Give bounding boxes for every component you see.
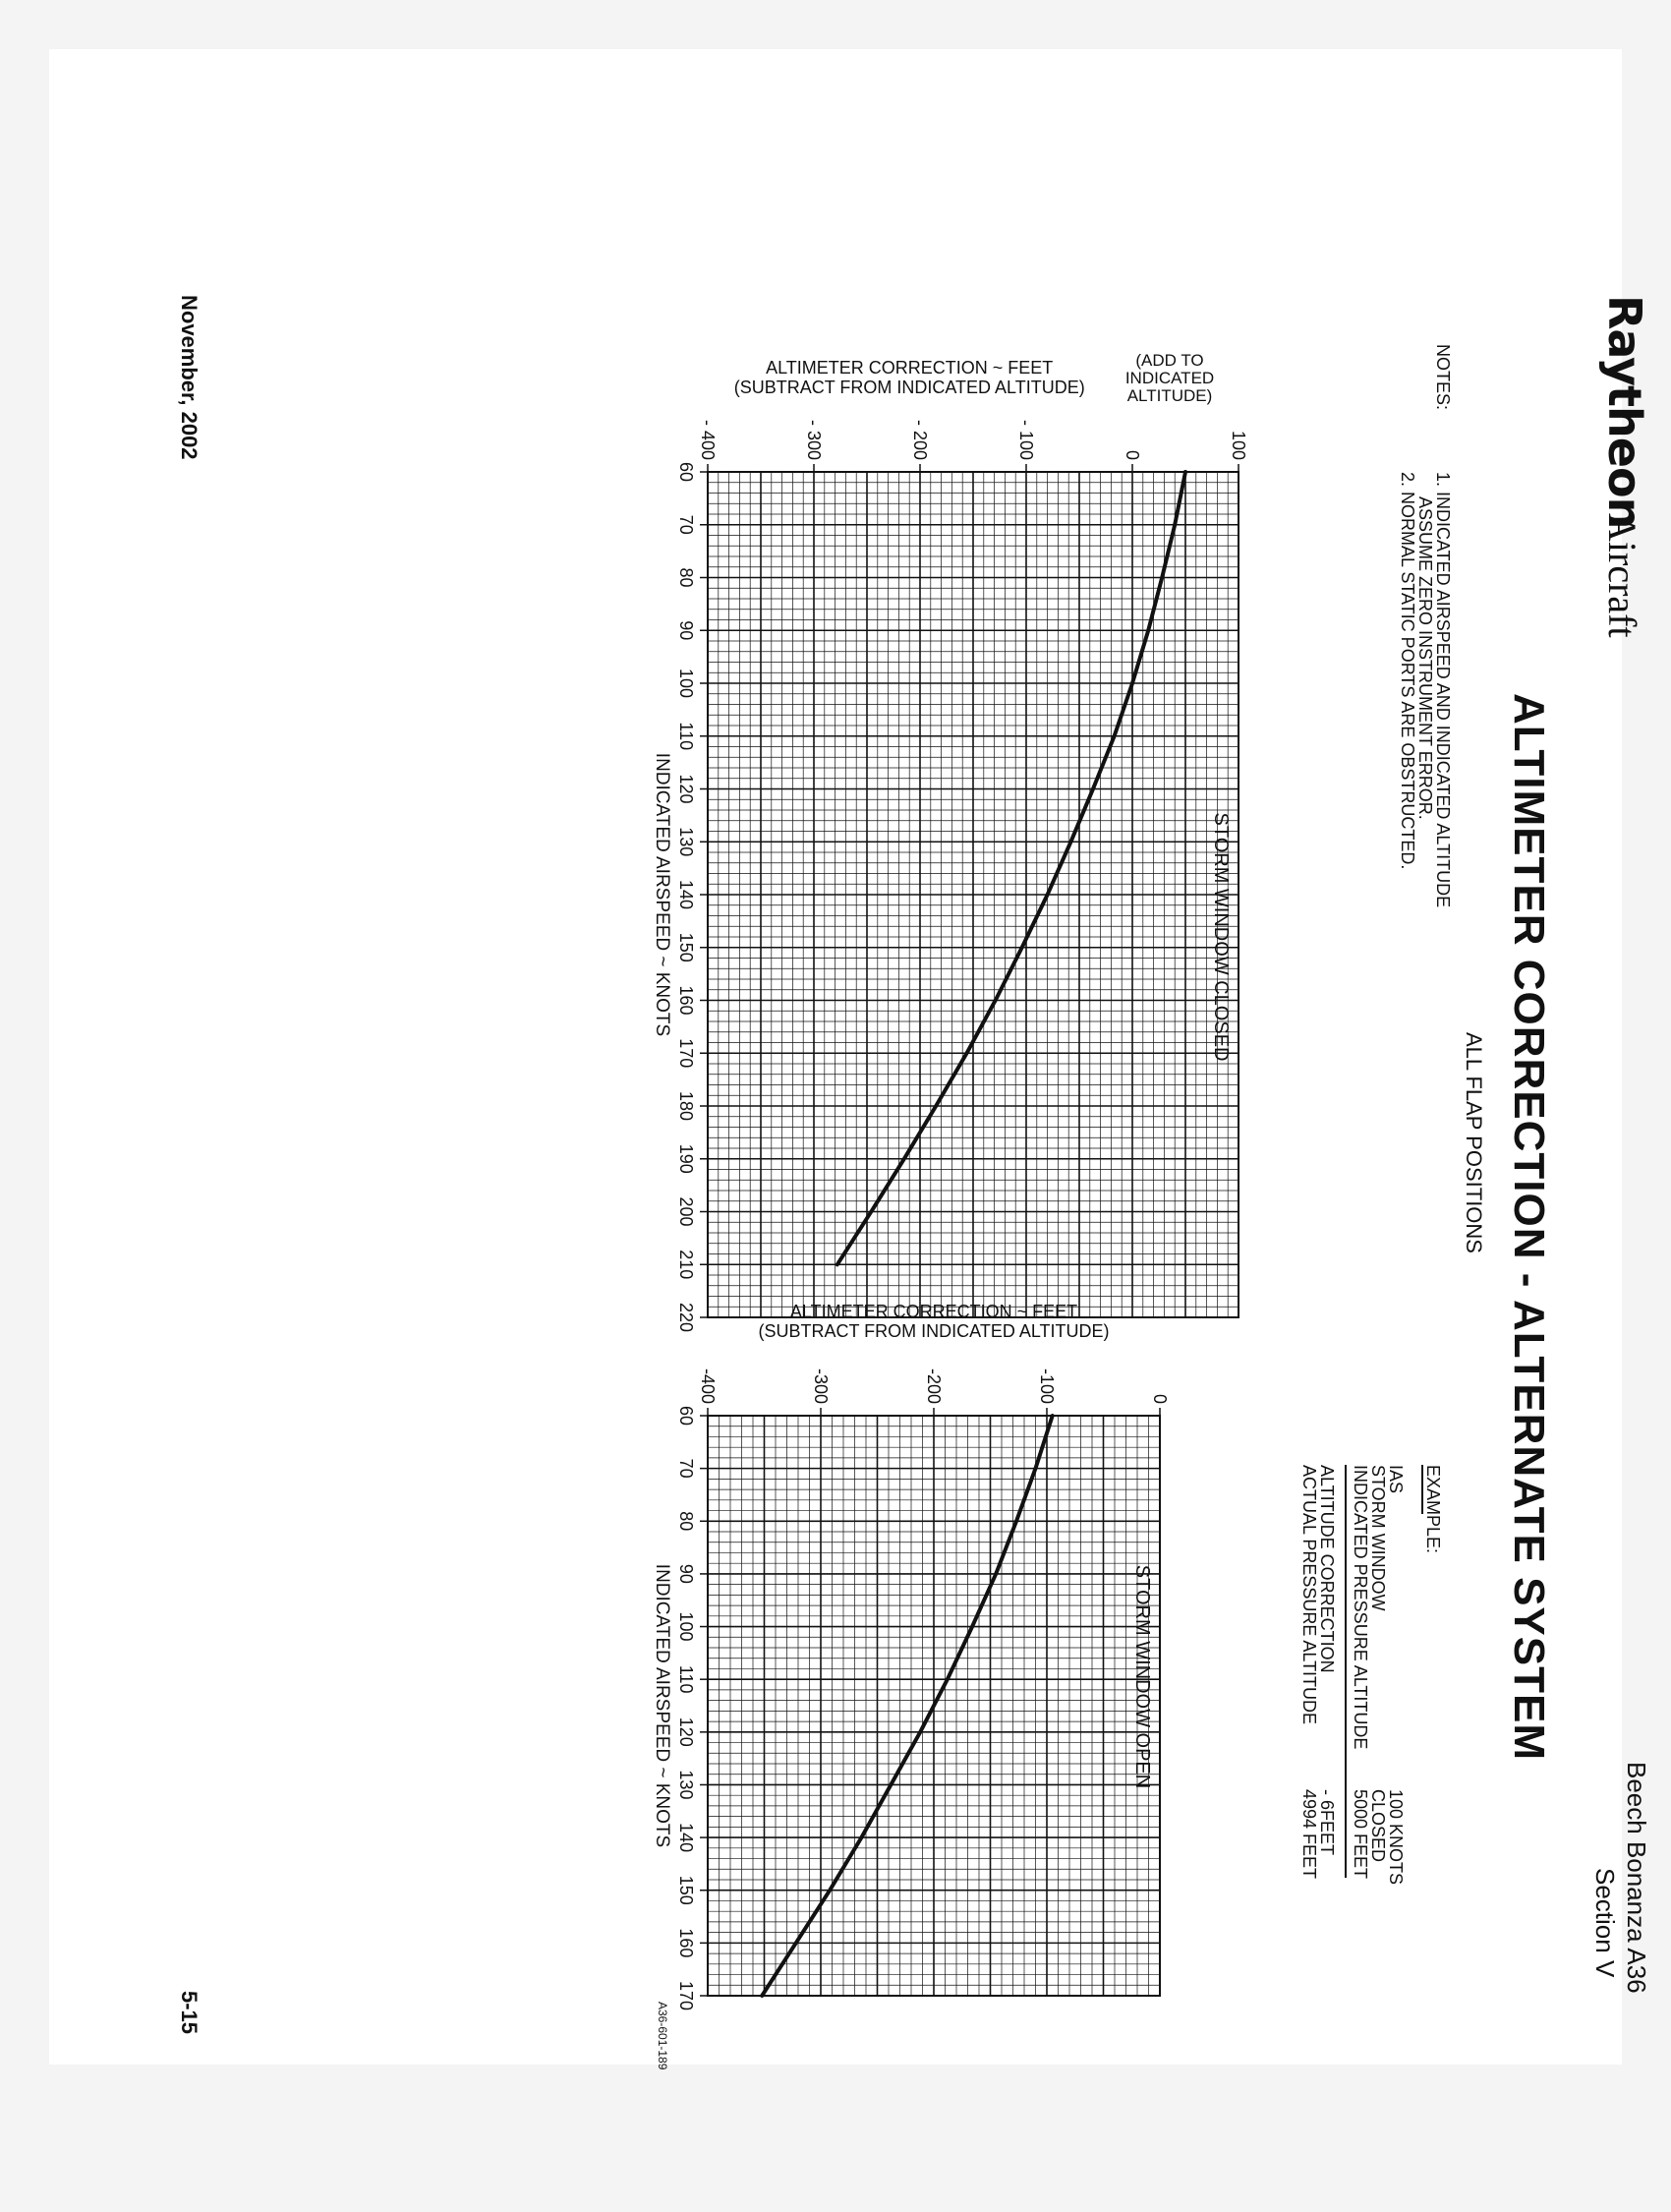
example-heading: EXAMPLE: — [1423, 1465, 1443, 1554]
chart1-y-axis-add-label-group — [1125, 351, 1214, 405]
chart1-x-tick-label: 150 — [676, 932, 696, 962]
charts-svg — [49, 49, 1671, 2212]
chart2-x-tick-label: 160 — [676, 1928, 696, 1958]
section-label: Section V — [1590, 1868, 1620, 1978]
brand-aircraft: Aircraft — [1600, 513, 1644, 638]
chart1-x-tick-label: 60 — [676, 461, 696, 483]
notes-heading: NOTES: — [1433, 344, 1453, 411]
chart2-y-tick-label: -100 — [1037, 1368, 1057, 1404]
chart1-x-tick-label: 210 — [676, 1250, 696, 1280]
chart1-x-tick-label: 170 — [676, 1038, 696, 1069]
chart1-y-axis-label-group — [734, 358, 1085, 397]
page-title: ALTIMETER CORRECTION - ALTERNATE SYSTEM — [1505, 693, 1553, 1761]
example-value-window: CLOSED — [1368, 1789, 1388, 1863]
note-line-1: 1. INDICATED AIRSPEED AND INDICATED ALTITUDE — [1433, 472, 1453, 908]
chart1-y-axis-add-label-line: ALTITUDE) — [1126, 386, 1213, 405]
footer-date: November, 2002 — [177, 295, 202, 460]
chart1-y-tick-label: - 200 — [910, 419, 930, 460]
chart2-y-tick-label: -400 — [698, 1368, 718, 1404]
chart2-x-tick-label: 70 — [676, 1458, 696, 1479]
chart2-y-axis-sublabel: (SUBTRACT FROM INDICATED ALTITUDE) — [758, 1321, 1110, 1341]
chart2-y-axis-label: ALTIMETER CORRECTION ~ FEET — [789, 1302, 1078, 1321]
chart2-y-axis-label-group — [758, 1302, 1109, 1341]
note-line-2: ASSUME ZERO INSTRUMENT ERROR. — [1415, 496, 1435, 820]
example-value-ind-alt: 5000 FEET — [1351, 1789, 1370, 1880]
chart1-y-axis-sublabel: (SUBTRACT FROM INDICATED ALTITUDE) — [733, 378, 1085, 397]
aircraft-name: Beech Bonanza A36 — [1622, 1762, 1651, 1994]
chart1-x-tick-label: 110 — [676, 722, 696, 751]
example-label-actual-alt: ACTUAL PRESSURE ALTITUDE — [1299, 1465, 1319, 1725]
example-value-correction: - 6FEET — [1317, 1789, 1337, 1856]
chart1-x-tick-label: 160 — [676, 985, 696, 1016]
chart1-x-tick-label: 180 — [676, 1090, 696, 1122]
example-label-correction: ALTITUDE CORRECTION — [1317, 1465, 1337, 1673]
chart2-x-axis-label: INDICATED AIRSPEED ~ KNOTS — [652, 1563, 672, 1848]
document-page — [49, 49, 1651, 2070]
chart1-x-tick-label: 100 — [676, 668, 696, 699]
footer-page-number: 5-15 — [177, 1991, 202, 2035]
chart1-x-tick-label: 80 — [676, 567, 696, 588]
chart1-y-tick-label: - 400 — [698, 419, 718, 460]
chart2-title: STORM WINDOW OPEN — [1131, 1564, 1153, 1789]
chart1-y-tick-label: - 100 — [1016, 419, 1036, 460]
chart2-y-tick-label: -300 — [811, 1368, 831, 1404]
chart1-y-tick-label: 100 — [1229, 430, 1248, 460]
chart1-x-tick-label: 130 — [676, 827, 696, 857]
example-value-actual-alt: 4994 FEET — [1299, 1789, 1319, 1880]
chart2-x-tick-label: 150 — [676, 1875, 696, 1905]
chart1-title: STORM WINDOW CLOSED — [1210, 812, 1232, 1062]
chart2-x-tick-label: 130 — [676, 1770, 696, 1800]
chart2-x-tick-label: 120 — [676, 1717, 696, 1747]
chart1-y-tick-label: 0 — [1123, 449, 1142, 460]
chart1-y-axis-add-label-line: (ADD TO — [1135, 351, 1204, 370]
example-label-ind-alt: INDICATED PRESSURE ALTITUDE — [1351, 1465, 1370, 1750]
chart1-x-tick-label: 140 — [676, 879, 696, 910]
chart2-x-tick-label: 90 — [676, 1563, 696, 1584]
chart1-x-tick-label: 120 — [676, 774, 696, 804]
chart2-y-tick-label: 0 — [1150, 1393, 1170, 1404]
chart2-x-tick-label: 140 — [676, 1823, 696, 1853]
chart1-x-tick-label: 90 — [676, 620, 696, 641]
page-subtitle: ALL FLAP POSITIONS — [1462, 1032, 1486, 1253]
chart1-y-tick-label: - 300 — [804, 419, 824, 460]
example-label-ias: IAS — [1386, 1465, 1406, 1494]
chart1-y-axis-label: ALTIMETER CORRECTION ~ FEET — [766, 358, 1054, 378]
chart1-x-axis-label: INDICATED AIRSPEED ~ KNOTS — [652, 752, 672, 1037]
brand-raytheon: Raytheon — [1598, 295, 1651, 529]
note-line-3: 2. NORMAL STATIC PORTS ARE OBSTRUCTED. — [1398, 472, 1417, 870]
chart2-x-tick-label: 100 — [676, 1611, 696, 1642]
chart1-x-tick-label: 220 — [676, 1302, 696, 1333]
example-value-ias: 100 KNOTS — [1386, 1789, 1406, 1886]
example-label-window: STORM WINDOW — [1368, 1465, 1388, 1611]
chart2-x-tick-label: 60 — [676, 1405, 696, 1426]
chart1-x-tick-label: 200 — [676, 1196, 696, 1227]
chart1-x-tick-label: 190 — [676, 1143, 696, 1174]
chart2-x-tick-label: 170 — [676, 1980, 696, 2011]
chart2-x-tick-label: 110 — [676, 1664, 696, 1694]
chart2-x-tick-label: 80 — [676, 1511, 696, 1532]
rotated-sheet — [49, 49, 1671, 2212]
chart2-y-tick-label: -200 — [924, 1368, 944, 1404]
chart1-y-axis-add-label-line: INDICATED — [1124, 369, 1215, 387]
figure-id: A36-601-189 — [656, 2002, 669, 2070]
chart1-x-tick-label: 70 — [676, 514, 696, 535]
